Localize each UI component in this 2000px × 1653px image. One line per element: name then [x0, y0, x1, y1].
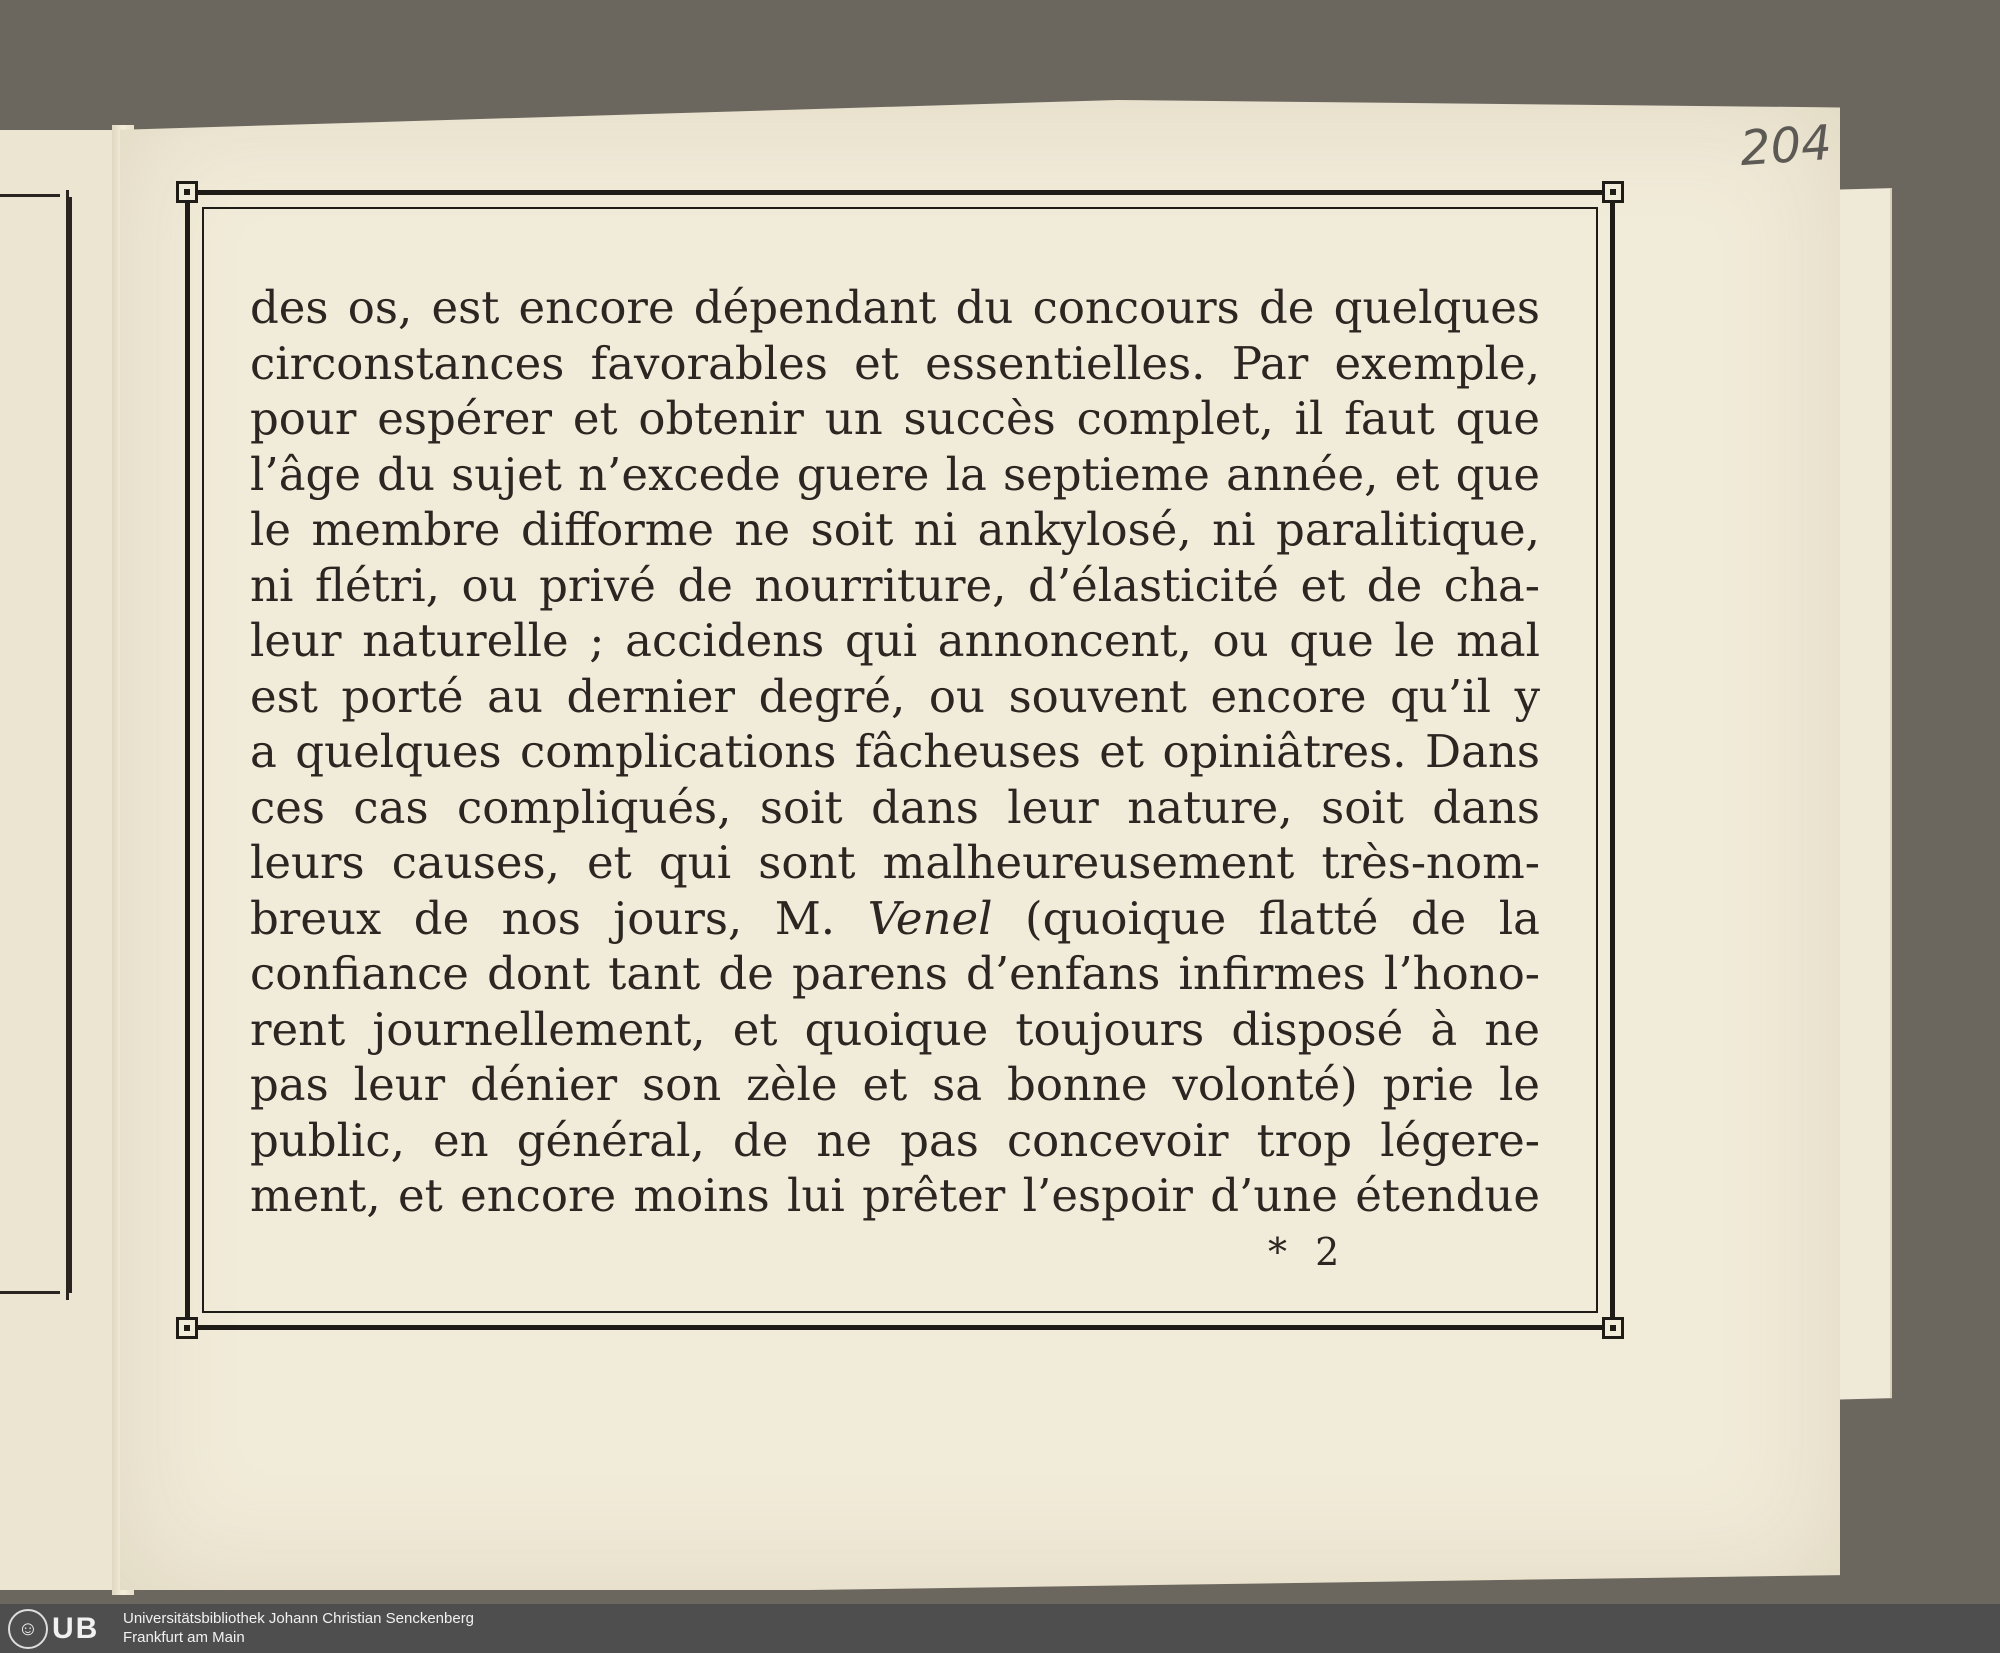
- text-line: public, en général, de ne pas concevoir trop légere-: [250, 1113, 1540, 1167]
- corner-ornament: [176, 1317, 198, 1339]
- text-line: pour espérer et obtenir un succès complet, il faut que: [250, 392, 1540, 445]
- body-text: [250, 280, 1540, 1224]
- text-line: rent journellement, et quoique toujours disposé à ne: [250, 1002, 1540, 1056]
- text-line: leurs causes, et qui sont malheureusement très-nom-: [250, 836, 1540, 889]
- text-line: circonstances favorables et essentielles. Par exemple,: [250, 336, 1540, 390]
- library-logo: [8, 1610, 99, 1648]
- corner-ornament: [1602, 181, 1624, 203]
- library-name: Universitätsbibliothek Johann Christian Senckenberg: [123, 1610, 475, 1627]
- text-line: a quelques complications fâcheuses et opiniâtres. Dans: [250, 725, 1540, 778]
- library-logo-text: UB: [52, 1612, 100, 1645]
- text-segment: (quoique flatté de la: [1025, 891, 1540, 945]
- text-line: des os, est encore dépendant du concours de quelques: [250, 281, 1540, 334]
- text-line: confiance dont tant de parens d’enfans infirmes l’hono-: [250, 947, 1540, 1000]
- text-line: [250, 891, 1540, 947]
- library-location: Frankfurt am Main: [123, 1629, 245, 1646]
- text-line: est porté au dernier degré, ou souvent encore qu’il y: [250, 669, 1540, 723]
- text-segment: breux de nos jours, M.: [250, 891, 836, 945]
- portrait-icon: ☺: [8, 1609, 48, 1649]
- text-line: pas leur dénier son zèle et sa bonne volonté) prie le: [250, 1058, 1540, 1111]
- italic-name-venel: Venel: [867, 891, 993, 945]
- signature-mark: * 2: [1268, 1230, 1348, 1274]
- left-page-frame: [0, 190, 69, 1300]
- corner-ornament: [1602, 1317, 1624, 1339]
- text-line: le membre difforme ne soit ni ankylosé, ni paralitique,: [250, 503, 1540, 556]
- text-line: ment, et encore moins lui prêter l’espoir d’une étendue: [250, 1169, 1540, 1222]
- text-line: ni flétri, ou privé de nourriture, d’élasticité et de cha-: [250, 558, 1540, 612]
- text-line: leur naturelle ; accidens qui annoncent, ou que le mal: [250, 614, 1540, 667]
- text-line: ces cas compliqués, soit dans leur nature, soit dans: [250, 780, 1540, 834]
- pencil-page-number: 204: [1738, 114, 1834, 178]
- corner-ornament: [176, 181, 198, 203]
- text-line: l’âge du sujet n’excede guere la septieme année, et que: [250, 447, 1540, 501]
- library-footer: [0, 1604, 2000, 1653]
